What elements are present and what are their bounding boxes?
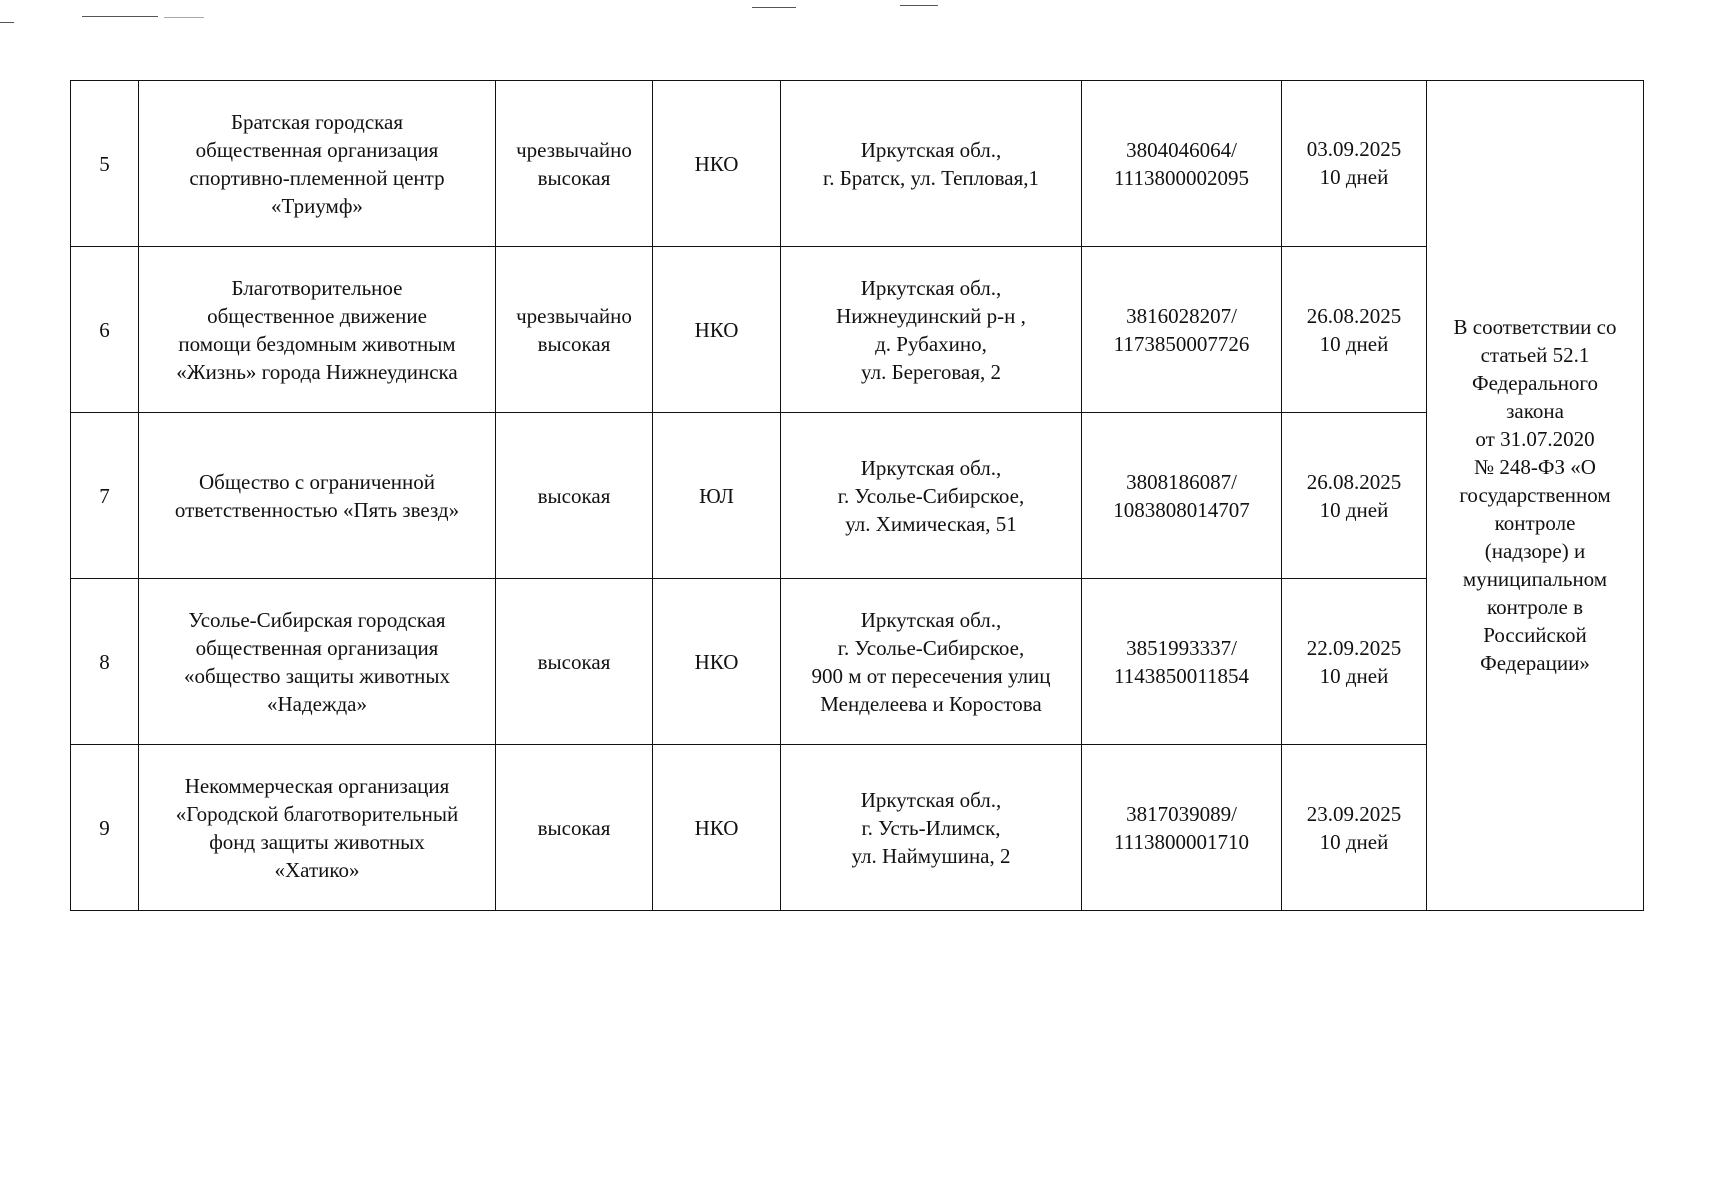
organization-name: Общество с ограниченной ответственностью «Пять звезд» (139, 413, 496, 579)
row-number: 8 (71, 579, 139, 745)
risk-category: высокая (496, 579, 653, 745)
entity-type: ЮЛ (653, 413, 781, 579)
table-body (71, 81, 1644, 911)
legal-basis-note: В соответствии со статьей 52.1 Федерального закона от 31.07.2020 № 248-ФЗ «О государственном контроле (надзоре) и муниципальном контроле в Российской Федерации» (1427, 81, 1644, 911)
scan-mark (82, 16, 158, 17)
entity-type: НКО (653, 745, 781, 911)
inspection-table (70, 80, 1644, 911)
inn-ogrn: 3817039089/ 1113800001710 (1082, 745, 1282, 911)
address: Иркутская обл., г. Братск, ул. Тепловая,1 (781, 81, 1082, 247)
address: Иркутская обл., г. Усолье-Сибирское, 900 м от пересечения улиц Менделеева и Коростова (781, 579, 1082, 745)
entity-type: НКО (653, 81, 781, 247)
inn-ogrn: 3816028207/ 1173850007726 (1082, 247, 1282, 413)
row-number: 7 (71, 413, 139, 579)
risk-category: высокая (496, 745, 653, 911)
date-duration: 26.08.2025 10 дней (1282, 247, 1427, 413)
inn-ogrn: 3851993337/ 1143850011854 (1082, 579, 1282, 745)
organization-name: Благотворительное общественное движение помощи бездомным животным «Жизнь» города Нижнеудинска (139, 247, 496, 413)
table-row (71, 579, 1644, 745)
row-number: 9 (71, 745, 139, 911)
date-duration: 23.09.2025 10 дней (1282, 745, 1427, 911)
risk-category: чрезвычайно высокая (496, 81, 653, 247)
table-row (71, 413, 1644, 579)
organization-name: Усолье-Сибирская городская общественная организация «общество защиты животных «Надежда» (139, 579, 496, 745)
table-row (71, 81, 1644, 247)
date-duration: 03.09.2025 10 дней (1282, 81, 1427, 247)
address: Иркутская обл., г. Усть-Илимск, ул. Наймушина, 2 (781, 745, 1082, 911)
scan-mark (0, 22, 14, 23)
table-row (71, 745, 1644, 911)
row-number: 5 (71, 81, 139, 247)
inn-ogrn: 3808186087/ 1083808014707 (1082, 413, 1282, 579)
scan-mark (900, 5, 938, 6)
scan-mark (752, 7, 796, 8)
organization-name: Братская городская общественная организация спортивно-племенной центр «Триумф» (139, 81, 496, 247)
risk-category: чрезвычайно высокая (496, 247, 653, 413)
organization-name: Некоммерческая организация «Городской благотворительный фонд защиты животных «Хатико» (139, 745, 496, 911)
entity-type: НКО (653, 247, 781, 413)
scan-mark (164, 17, 204, 18)
row-number: 6 (71, 247, 139, 413)
table-row (71, 247, 1644, 413)
date-duration: 26.08.2025 10 дней (1282, 413, 1427, 579)
address: Иркутская обл., Нижнеудинский р-н , д. Рубахино, ул. Береговая, 2 (781, 247, 1082, 413)
entity-type: НКО (653, 579, 781, 745)
date-duration: 22.09.2025 10 дней (1282, 579, 1427, 745)
inn-ogrn: 3804046064/ 1113800002095 (1082, 81, 1282, 247)
address: Иркутская обл., г. Усолье-Сибирское, ул. Химическая, 51 (781, 413, 1082, 579)
risk-category: высокая (496, 413, 653, 579)
